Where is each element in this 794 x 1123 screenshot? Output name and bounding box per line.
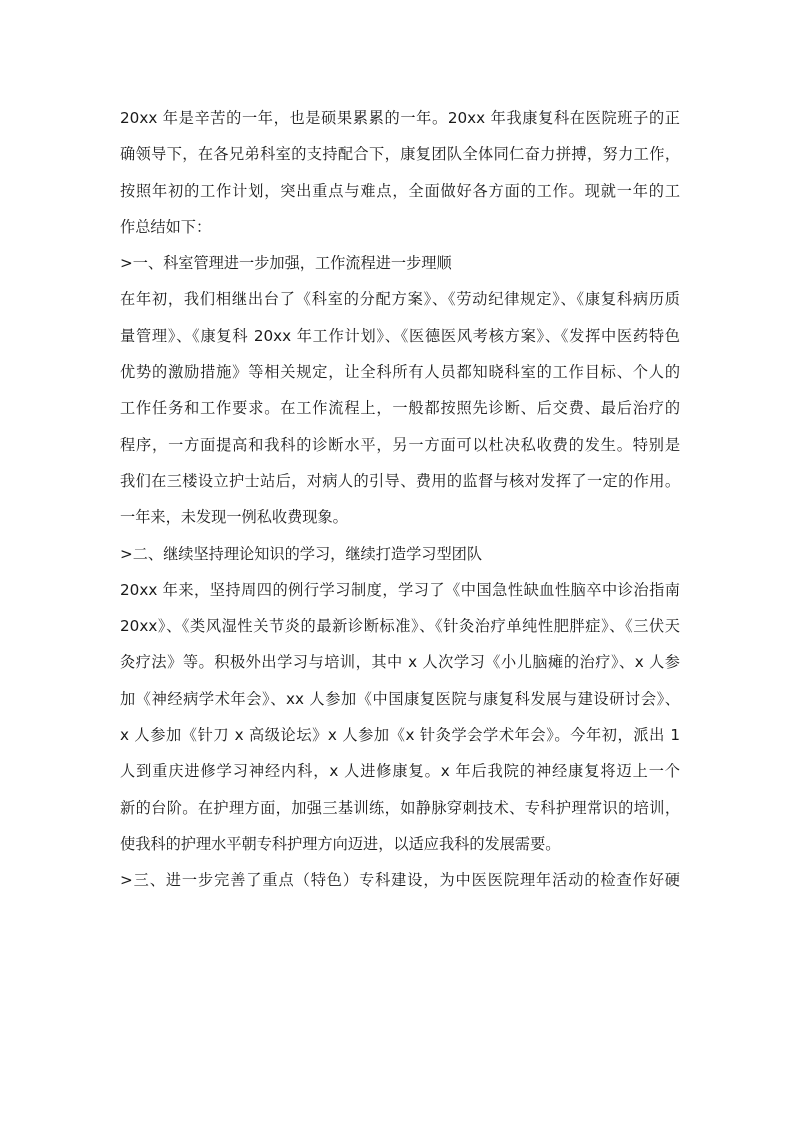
body-line-19: 人到重庆进修学习神经内科，x 人进修康复。x 年后我院的神经康复将迈上一个: [120, 762, 680, 781]
body-line-10: 程序，一方面提高和我科的诊断水平，另一方面可以杜决私收费的发生。特别是: [120, 435, 680, 454]
body-line-14: 20xx 年来，坚持周四的例行学习制度，学习了《中国急性缺血性脑卒中诊治指南: [120, 580, 680, 599]
body-line-17: 加《神经病学术年会》、xx 人参加《中国康复医院与康复科发展与建设研讨会》、: [120, 689, 680, 708]
body-line-18: x 人参加《针刀 x 高级论坛》x 人参加《x 针灸学会学术年会》。今年初，派出 1: [120, 726, 680, 745]
body-line-7: 量管理》、《康复科 20xx 年工作计划》、《医德医风考核方案》、《发挥中医药特色: [120, 326, 680, 345]
section-heading-3: >三、进一步完善了重点（特色）专科建设，为中医医院理年活动的检查作好硬: [120, 871, 680, 890]
document-body: [120, 100, 680, 899]
body-line-11: 我们在三楼设立护士站后，对病人的引导、费用的监督与核对发挥了一定的作用。: [120, 471, 680, 490]
body-line-9: 工作任务和工作要求。在工作流程上，一般都按照先诊断、后交费、最后治疗的: [120, 399, 680, 418]
section-heading-1: >一、科室管理进一步加强，工作流程进一步理顺: [120, 254, 452, 273]
section-heading-2: >二、继续坚持理论知识的学习，继续打造学习型团队: [120, 544, 483, 563]
body-line-8: 优势的激励措施》等相关规定，让全科所有人员都知晓科室的工作目标、个人的: [120, 363, 680, 382]
body-line-15: 20xx》、《类风湿性关节炎的最新诊断标准》、《针灸治疗单纯性肥胖症》、《三伏天: [120, 617, 680, 636]
body-line-3: 按照年初的工作计划，突出重点与难点，全面做好各方面的工作。现就一年的工: [120, 181, 680, 200]
body-line-12: 一年来，未发现一例私收费现象。: [120, 508, 348, 527]
body-line-16: 灸疗法》等。积极外出学习与培训，其中 x 人次学习《小儿脑瘫的治疗》、x 人参: [120, 653, 680, 672]
body-line-21: 使我科的护理水平朝专科护理方向迈进，以适应我科的发展需要。: [120, 834, 561, 853]
body-line-20: 新的台阶。在护理方面，加强三基训练，如静脉穿刺技术、专科护理常识的培训，: [120, 798, 680, 817]
body-line-1: 20xx 年是辛苦的一年，也是硕果累累的一年。20xx 年我康复科在医院班子的正: [120, 109, 680, 127]
body-line-2: 确领导下，在各兄弟科室的支持配合下，康复团队全体同仁奋力拼搏，努力工作，: [120, 145, 680, 164]
body-line-4: 作总结如下：: [120, 217, 212, 236]
body-line-6: 在年初，我们相继出台了《科室的分配方案》、《劳动纪律规定》、《康复科病历质: [120, 290, 680, 309]
